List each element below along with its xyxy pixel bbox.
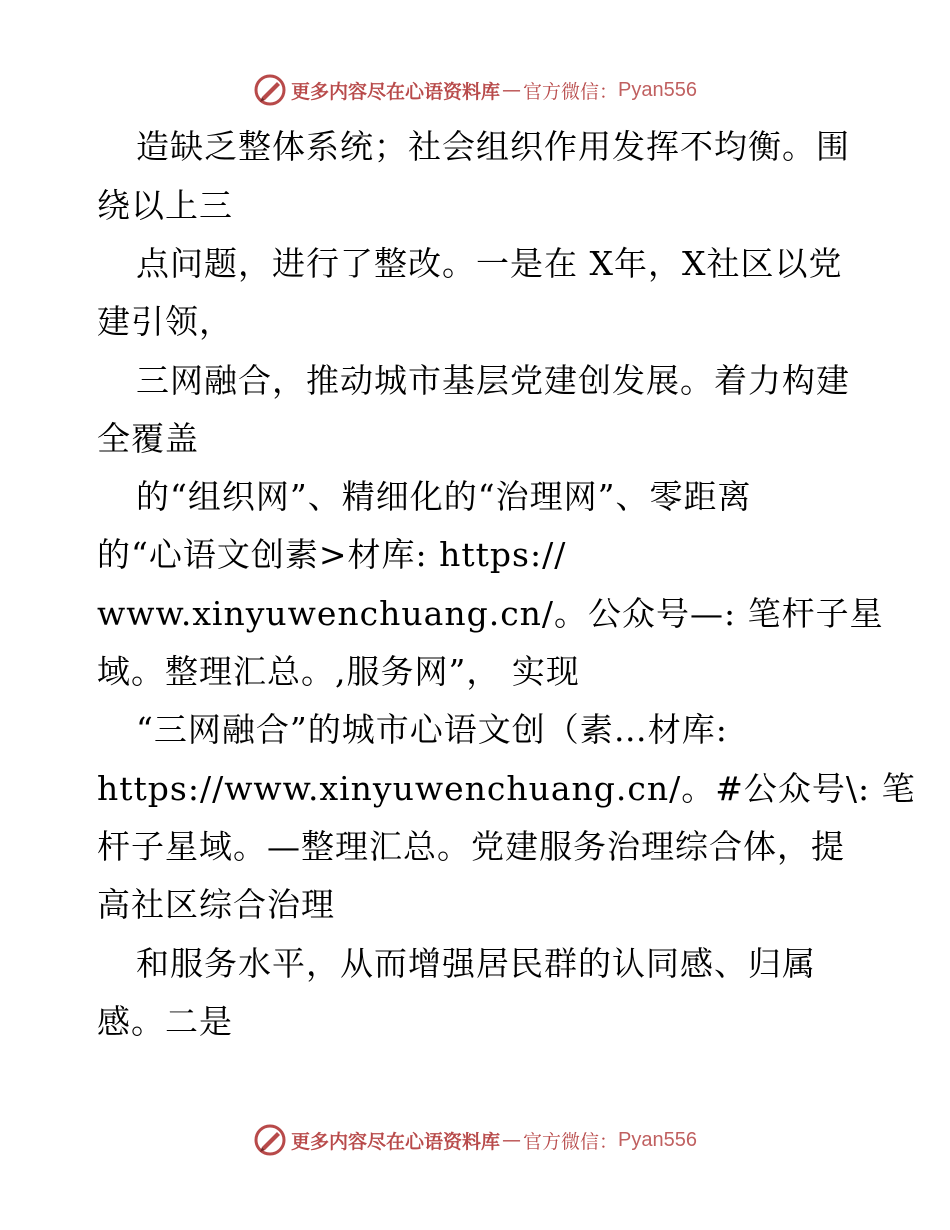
text-line: https://www.xinyuwenchuang.cn/。#公众号\: 笔 — [97, 769, 916, 808]
text-line: 绕以上三 — [97, 186, 233, 225]
text-line: 全覆盖 — [97, 419, 199, 458]
banner-separator: — — [502, 1129, 522, 1151]
text-line: 域。整理汇总。,服务网”， 实现 — [97, 652, 580, 691]
text-line: 的“组织网”、精细化的“治理网”、零距离 — [136, 477, 752, 516]
text-line: 杆子星域。—整理汇总。党建服务治理综合体，提 — [97, 827, 845, 866]
text-line: www.xinyuwenchuang.cn/。公众号—: 笔杆子星 — [97, 594, 884, 633]
banner-title: 更多内容尽在心语资料库 — [291, 80, 501, 103]
text-line: 的“心语文创素>材库: https:// — [97, 535, 567, 574]
banner-separator: — — [502, 79, 522, 101]
text-line: 高社区综合治理 — [97, 885, 335, 924]
text-line: 和服务水平，从而增强居民群的认同感、归属 — [136, 944, 816, 983]
banner-wechat-id: Pyan556 — [618, 1128, 697, 1151]
banner-wechat-label: 官方微信： — [523, 1130, 619, 1153]
text-line: 感。二是 — [97, 1002, 233, 1041]
text-line: 建引领， — [97, 302, 233, 341]
text-line: “三网融合”的城市心语文创（素…材库: — [136, 710, 728, 749]
text-line: 造缺乏整体系统；社会组织作用发挥不均衡。围 — [136, 127, 850, 166]
banner-wechat-label: 官方微信： — [523, 80, 619, 103]
header-banner — [0, 70, 950, 110]
banner-wechat-id: Pyan556 — [618, 78, 697, 101]
pen-logo-icon — [253, 1123, 287, 1157]
text-line: 三网融合，推动城市基层党建创发展。着力构建 — [136, 361, 850, 400]
pen-logo-icon — [253, 73, 287, 107]
text-line: 点问题，进行了整改。一是在 X年，X社区以党 — [136, 244, 843, 283]
banner-title: 更多内容尽在心语资料库 — [291, 1130, 501, 1153]
footer-banner — [0, 1120, 950, 1160]
